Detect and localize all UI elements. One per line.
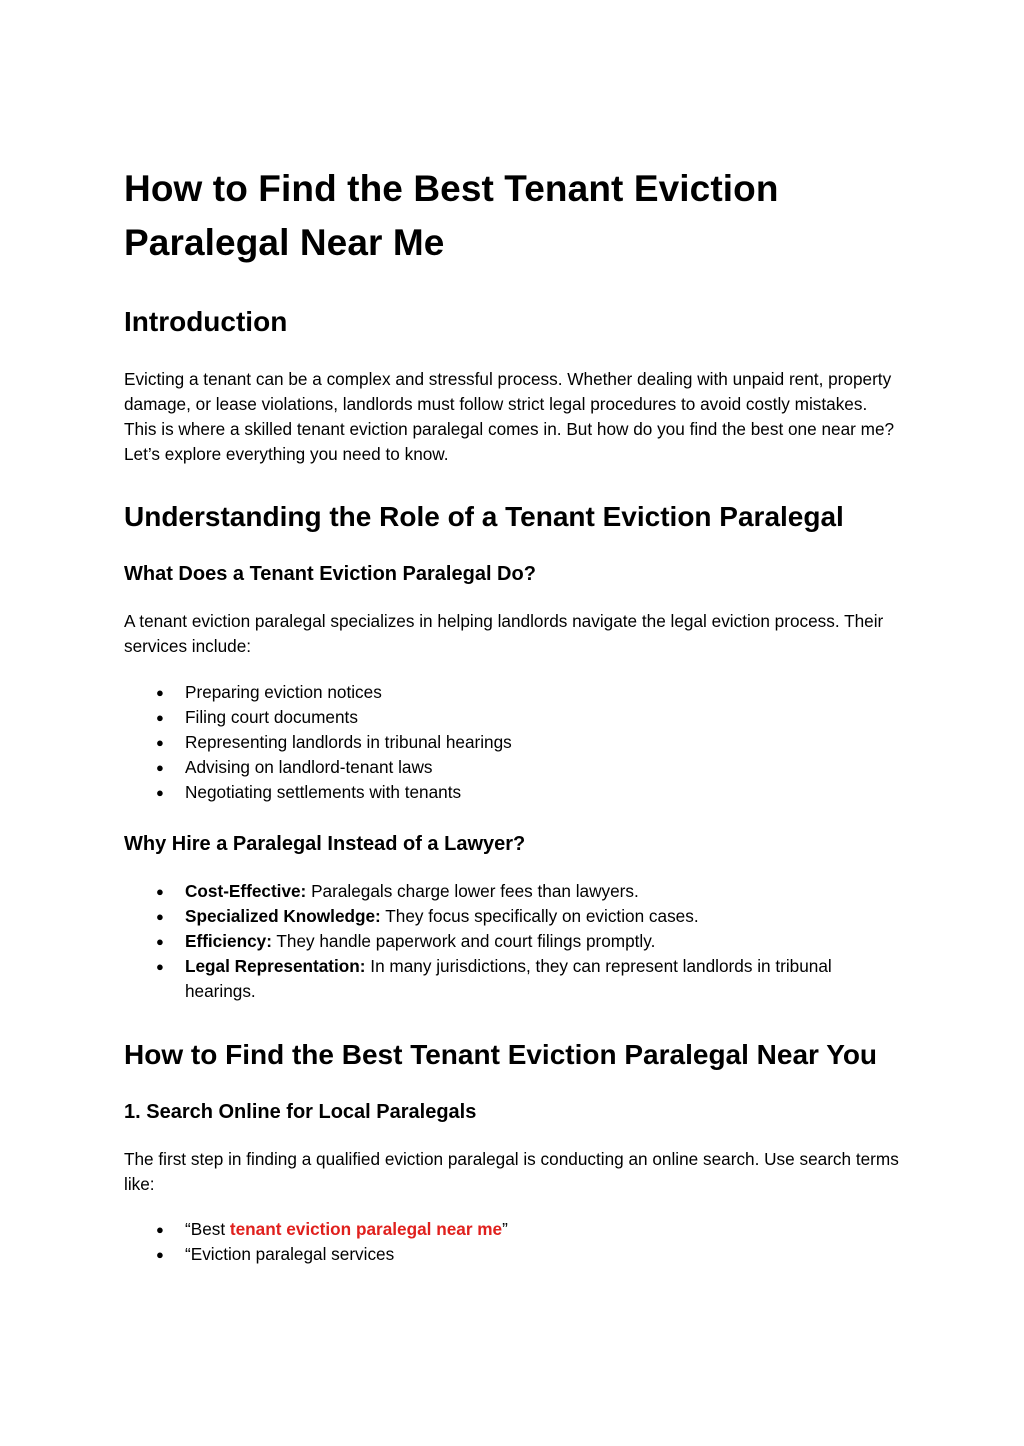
benefit-text: They focus specifically on eviction cases. — [380, 906, 699, 926]
search-paragraph: The first step in finding a qualified eviction paralegal is conducting an online search. Use search terms like: — [124, 1149, 899, 1194]
bullet-icon: ● — [156, 884, 164, 899]
benefit-term: Specialized Knowledge: — [185, 906, 381, 926]
bullet-icon: ● — [156, 760, 164, 775]
benefit-term: Cost-Effective: — [185, 881, 307, 901]
document-title: How to Find the Best Tenant Eviction Paralegal Near Me — [124, 168, 779, 263]
list-item: ● “Best tenant eviction paralegal near me” — [124, 1217, 904, 1242]
bullet-icon: ● — [156, 710, 164, 725]
benefit-text: In many jurisdictions, they can represent landlords in tribunal hearings. — [185, 956, 832, 1001]
benefit-text: They handle paperwork and court filings promptly. — [271, 931, 656, 951]
bullet-icon: ● — [156, 909, 164, 924]
find-heading: How to Find the Best Tenant Eviction Paralegal Near You — [124, 1039, 878, 1070]
benefit-term: Legal Representation: — [185, 956, 366, 976]
search-term-link[interactable]: tenant eviction paralegal near me — [229, 1219, 503, 1239]
list-item — [124, 879, 904, 904]
what-heading: What Does a Tenant Eviction Paralegal Do? — [124, 563, 536, 585]
search-terms-list — [124, 1217, 904, 1267]
bullet-icon: ● — [156, 685, 164, 700]
benefit-text: Paralegals charge lower fees than lawyers. — [306, 881, 639, 901]
role-heading: Understanding the Role of a Tenant Eviction Paralegal — [124, 501, 844, 532]
bullet-icon: ● — [156, 785, 164, 800]
search-heading: 1. Search Online for Local Paralegals — [124, 1101, 477, 1123]
list-item — [124, 929, 904, 954]
bullet-icon: ● — [156, 735, 164, 750]
list-item: ● Representing landlords in tribunal hearings — [124, 730, 904, 755]
list-item: ● “Eviction paralegal services — [124, 1242, 904, 1267]
benefit-term: Efficiency: — [185, 931, 272, 951]
bullet-icon: ● — [156, 1222, 164, 1237]
benefits-list — [124, 879, 904, 1004]
what-paragraph: A tenant eviction paralegal specializes in helping landlords navigate the legal eviction process. Their services include: — [124, 611, 884, 656]
list-item: ● Preparing eviction notices — [124, 680, 904, 705]
list-item — [124, 954, 904, 1004]
why-heading: Why Hire a Paralegal Instead of a Lawyer? — [124, 833, 526, 855]
bullet-icon: ● — [156, 934, 164, 949]
bullet-icon: ● — [156, 1247, 164, 1262]
services-list — [124, 680, 904, 805]
list-item: ● Negotiating settlements with tenants — [124, 780, 904, 805]
intro-paragraph: Evicting a tenant can be a complex and stressful process. Whether dealing with unpaid rent, property damage, or lease violations, landlords must follow strict legal procedures to avoid costly mistakes. This is where a skilled tenant eviction paralegal comes in. But how do you find the best one near me? Let’s explore everything you need to know. — [124, 369, 895, 464]
intro-heading: Introduction — [124, 306, 288, 337]
bullet-icon: ● — [156, 959, 164, 974]
document-content — [124, 162, 904, 1267]
list-item — [124, 904, 904, 929]
list-item: ● Advising on landlord-tenant laws — [124, 755, 904, 780]
list-item: ● Filing court documents — [124, 705, 904, 730]
